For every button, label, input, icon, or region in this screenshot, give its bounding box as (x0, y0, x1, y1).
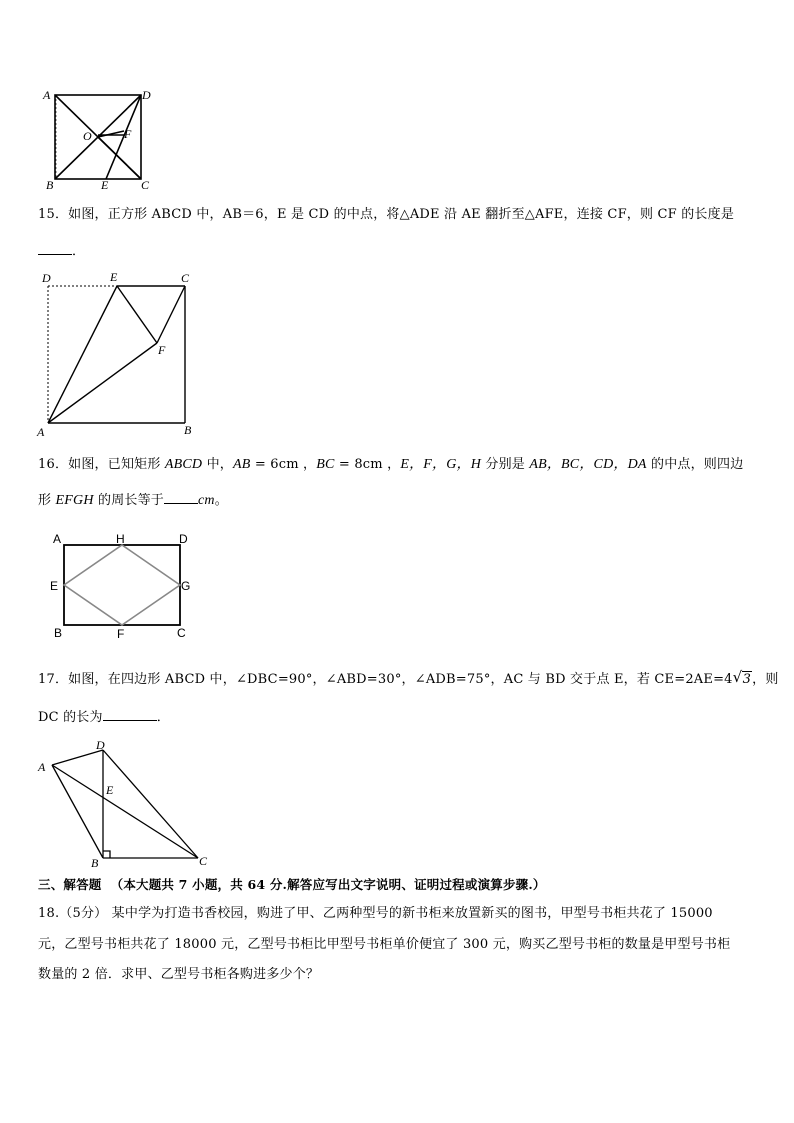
answer-blank (103, 708, 157, 721)
q15-line1: 15．如图，正方形 ABCD 中，AB＝6，E 是 CD 的中点，将△ADE 沿 AE 翻折至△AFE，连接 CF，则 CF 的长度是 (38, 207, 735, 222)
label-F: F (158, 343, 166, 357)
label-H: H (116, 532, 125, 546)
q15-line2: ． (38, 242, 85, 260)
label-B: B (46, 178, 54, 192)
figure-quadrilateral (32, 735, 222, 870)
label-A: A (37, 425, 45, 439)
label-F: F (117, 627, 125, 641)
label-C: C (177, 626, 186, 640)
figure-square-diagonals (40, 86, 160, 196)
label-D: D (42, 271, 51, 285)
answer-blank (38, 242, 72, 255)
label-B: B (184, 423, 192, 437)
label-E: E (106, 783, 114, 797)
label-C: C (181, 271, 190, 285)
q16-line2: 形 EFGH 的周长等于 cm。 (38, 493, 228, 508)
section-heading: 三、解答题 （本大题共 7 小题，共 64 分.解答应写出文字说明、证明过程或演算步骤.） (38, 877, 546, 892)
sqrt-symbol: √ 3 (732, 668, 752, 687)
label-E: E (101, 178, 109, 192)
label-A: A (38, 760, 46, 774)
label-O: O (83, 129, 92, 143)
label-D: D (142, 88, 151, 102)
label-C: C (199, 854, 208, 868)
label-A: A (43, 88, 51, 102)
figure-rectangle-midpoints (44, 528, 204, 643)
q17-line1: 17．如图，在四边形 ABCD 中，∠DBC=90°，∠ABD=30°，∠ADB=75°，AC 与 BD 交于点 E，若 CE=2AE=4 √ 3，则 (38, 668, 779, 687)
label-F: F (124, 127, 132, 141)
label-E: E (50, 579, 59, 593)
label-B: B (54, 626, 63, 640)
q18-line3: 数量的 2 倍．求甲、乙型号书柜各购进多少个？ (38, 967, 320, 982)
label-E: E (110, 270, 118, 284)
label-A: A (53, 532, 62, 546)
label-C: C (141, 178, 150, 192)
label-D: D (96, 738, 105, 752)
label-D: D (179, 532, 188, 546)
q18-line2: 元，乙型号书柜共花了 18000 元，乙型号书柜比甲型号书柜单价便宜了 300 元，购买乙型号书柜的数量是甲型号书柜 (38, 937, 731, 952)
figure-square-fold (32, 268, 212, 440)
label-G: G (181, 579, 191, 593)
q17-line2: DC 的长为 ． (38, 710, 170, 725)
label-B: B (91, 856, 99, 870)
q18-line1: 18.（5分） 某中学为打造书香校园，购进了甲、乙两种型号的新书柜来放置新买的图书，甲型号书柜共花了 15000 (38, 906, 713, 921)
q16-line1: 16．如图，已知矩形 ABCD 中，AB = 6cm ，BC = 8cm ，E，F，G，H 分别是 AB，BC，CD，DA 的中点，则四边 (38, 457, 744, 472)
answer-blank (164, 491, 198, 504)
